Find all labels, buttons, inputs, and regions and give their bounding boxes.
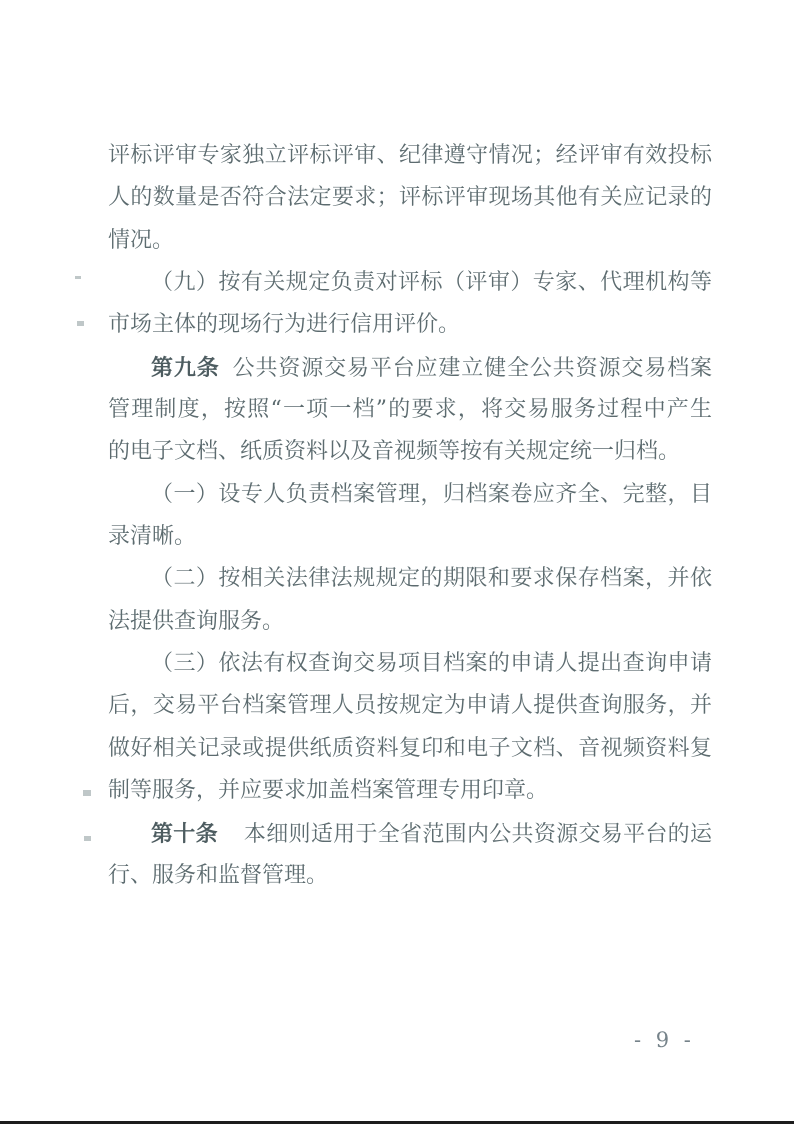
text-line-article-10 — [108, 813, 712, 855]
scan-artifact — [83, 790, 91, 796]
article-heading: 第十条 — [151, 820, 218, 847]
document-body — [108, 135, 712, 897]
text-line — [108, 558, 712, 600]
line-text: 市场主体的现场行为进行信用评价。 — [108, 312, 461, 338]
page-number: - 9 - — [634, 1028, 695, 1052]
article-heading: 第九条 — [151, 354, 220, 381]
line-text: 法提供查询服务。 — [108, 608, 285, 634]
line-text: 人的数量是否符合法定要求；评标评审现场其他有关应记录的 — [108, 185, 712, 211]
text-line — [108, 135, 712, 177]
line-text: 制等服务，并应要求加盖档案管理专用印章。 — [108, 778, 549, 804]
line-text: 行、服务和监督管理。 — [108, 862, 329, 888]
text-line — [108, 643, 712, 685]
line-text: （一）设专人负责档案管理，归档案卷应齐全、完整，目 — [151, 481, 712, 507]
text-line — [108, 855, 712, 897]
scan-artifact — [77, 321, 84, 326]
text-line — [108, 177, 712, 219]
text-line — [108, 304, 712, 346]
text-line-article-9 — [108, 347, 712, 389]
text-line — [108, 220, 712, 262]
line-text: 本细则适用于全省范围内公共资源交易平台的运 — [243, 821, 712, 847]
text-line — [108, 474, 712, 516]
scan-artifact — [75, 276, 81, 279]
line-text: 评标评审专家独立评标评审、纪律遵守情况；经评审有效投标 — [108, 143, 712, 168]
line-text: 的电子文档、纸质资料以及音视频等按有关规定统一归档。 — [108, 439, 681, 465]
text-line — [108, 431, 712, 473]
line-text: 情况。 — [108, 227, 175, 253]
line-text: （三）依法有权查询交易项目档案的申请人提出查询申请 — [151, 651, 712, 677]
text-line — [108, 516, 712, 558]
line-text: 做好相关记录或提供纸质资料复印和电子文档、音视频资料复 — [108, 735, 712, 761]
line-text: 公共资源交易平台应建立健全公共资源交易档案 — [232, 355, 712, 381]
text-line — [108, 601, 712, 643]
line-text: 管理制度，按照“一项一档”的要求，将交易服务过程中产生 — [108, 397, 712, 423]
line-text: 后，交易平台档案管理人员按规定为申请人提供查询服务，并 — [108, 693, 712, 719]
line-text: （二）按相关法律法规规定的期限和要求保存档案，并依 — [151, 566, 712, 592]
text-line — [108, 262, 712, 304]
text-line — [108, 770, 712, 812]
text-line — [108, 728, 712, 770]
line-text: （九）按有关规定负责对评标（评审）专家、代理机构等 — [151, 270, 712, 296]
line-text: 录清晰。 — [108, 524, 197, 550]
text-line — [108, 389, 712, 431]
text-line — [108, 685, 712, 727]
scan-artifact — [84, 836, 91, 841]
